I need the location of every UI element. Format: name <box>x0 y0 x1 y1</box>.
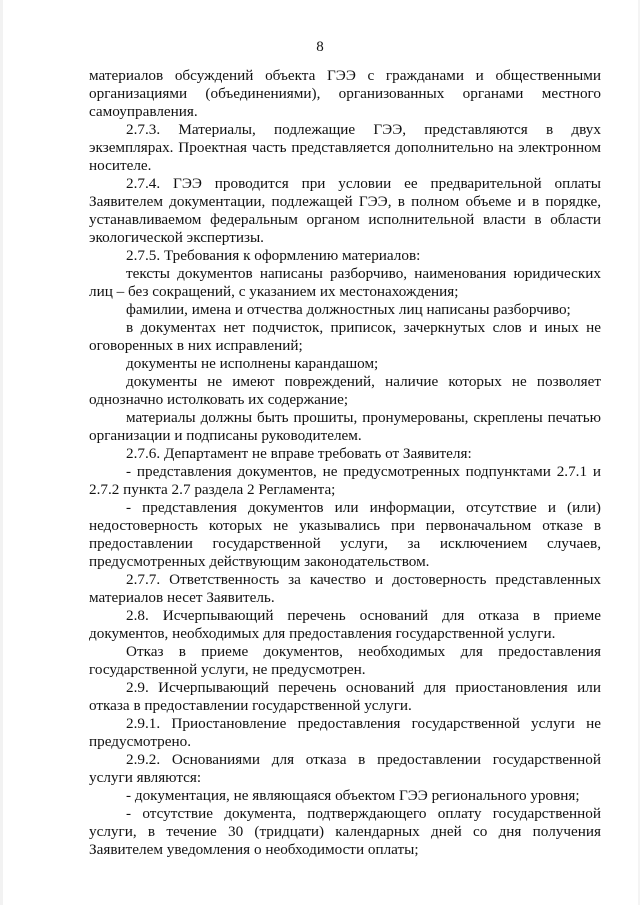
paragraph-3: 2.7.4. ГЭЭ проводится при условии ее предварительной оплаты Заявителем документации, подлежащей ГЭЭ, в полном объеме и в порядке, устанавливаемом федеральным органом исполнительной власти в области экологической экспертизы. <box>89 175 601 246</box>
paragraph-12: - представления документов, не предусмотренных подпунктами 2.7.1 и 2.7.2 пункта 2.7 раздела 2 Регламента; <box>89 463 601 498</box>
paragraph-7: в документах нет подчисток, приписок, зачеркнутых слов и иных не оговоренных в них исправлений; <box>89 319 601 354</box>
paragraph-15: 2.8. Исчерпывающий перечень оснований для отказа в приеме документов, необходимых для предоставления государственной услуги. <box>89 607 601 642</box>
page-number: 8 <box>316 39 324 55</box>
paragraph-11: 2.7.6. Департамент не вправе требовать от Заявителя: <box>126 445 472 462</box>
paragraph-4: 2.7.5. Требования к оформлению материалов: <box>126 247 421 264</box>
paragraph-6: фамилии, имена и отчества должностных лиц написаны разборчиво; <box>126 301 571 318</box>
paragraph-8: документы не исполнены карандашом; <box>126 355 379 372</box>
paragraph-21: - отсутствие документа, подтверждающего оплату государственной услуги, в течение 30 (тридцати) календарных дней со дня получения Заявителем уведомления о необходимости оплаты; <box>89 805 601 858</box>
paragraph-5: тексты документов написаны разборчиво, наименования юридических лиц – без сокращений, с указанием их местонахождения; <box>89 265 601 300</box>
paragraph-17: 2.9. Исчерпывающий перечень оснований для приостановления или отказа в предоставлении государственной услуги. <box>89 679 601 714</box>
page-left-edge <box>0 0 3 905</box>
paragraph-10: материалы должны быть прошиты, пронумерованы, скреплены печатью организации и подписаны руководителем. <box>89 409 601 444</box>
paragraph-2: 2.7.3. Материалы, подлежащие ГЭЭ, представляются в двух экземплярах. Проектная часть представляется дополнительно на электронном носителе. <box>89 121 601 174</box>
paragraph-20: - документация, не являющаяся объектом ГЭЭ регионального уровня; <box>126 787 580 804</box>
paragraph-16: Отказ в приеме документов, необходимых для предоставления государственной услуги, не предусмотрен. <box>89 643 601 678</box>
paragraph-19: 2.9.2. Основаниями для отказа в предоставлении государственной услуги являются: <box>89 751 601 786</box>
paragraph-1: материалов обсуждений объекта ГЭЭ с гражданами и общественными организациями (объединениями), организованных органами местного самоуправления. <box>89 67 601 120</box>
paragraph-13: - представления документов или информации, отсутствие и (или) недостоверность которых не указывались при первоначальном отказе в предоставлении государственной услуги, за исключением случаев, предусмотренных действующим законодательством. <box>89 499 601 570</box>
paragraph-14: 2.7.7. Ответственность за качество и достоверность представленных материалов несет Заявитель. <box>89 571 601 606</box>
paragraph-18: 2.9.1. Приостановление предоставления государственной услуги не предусмотрено. <box>89 715 601 750</box>
document-body <box>89 67 601 859</box>
paragraph-9: документы не имеют повреждений, наличие которых не позволяет однозначно истолковать их содержание; <box>89 373 601 408</box>
